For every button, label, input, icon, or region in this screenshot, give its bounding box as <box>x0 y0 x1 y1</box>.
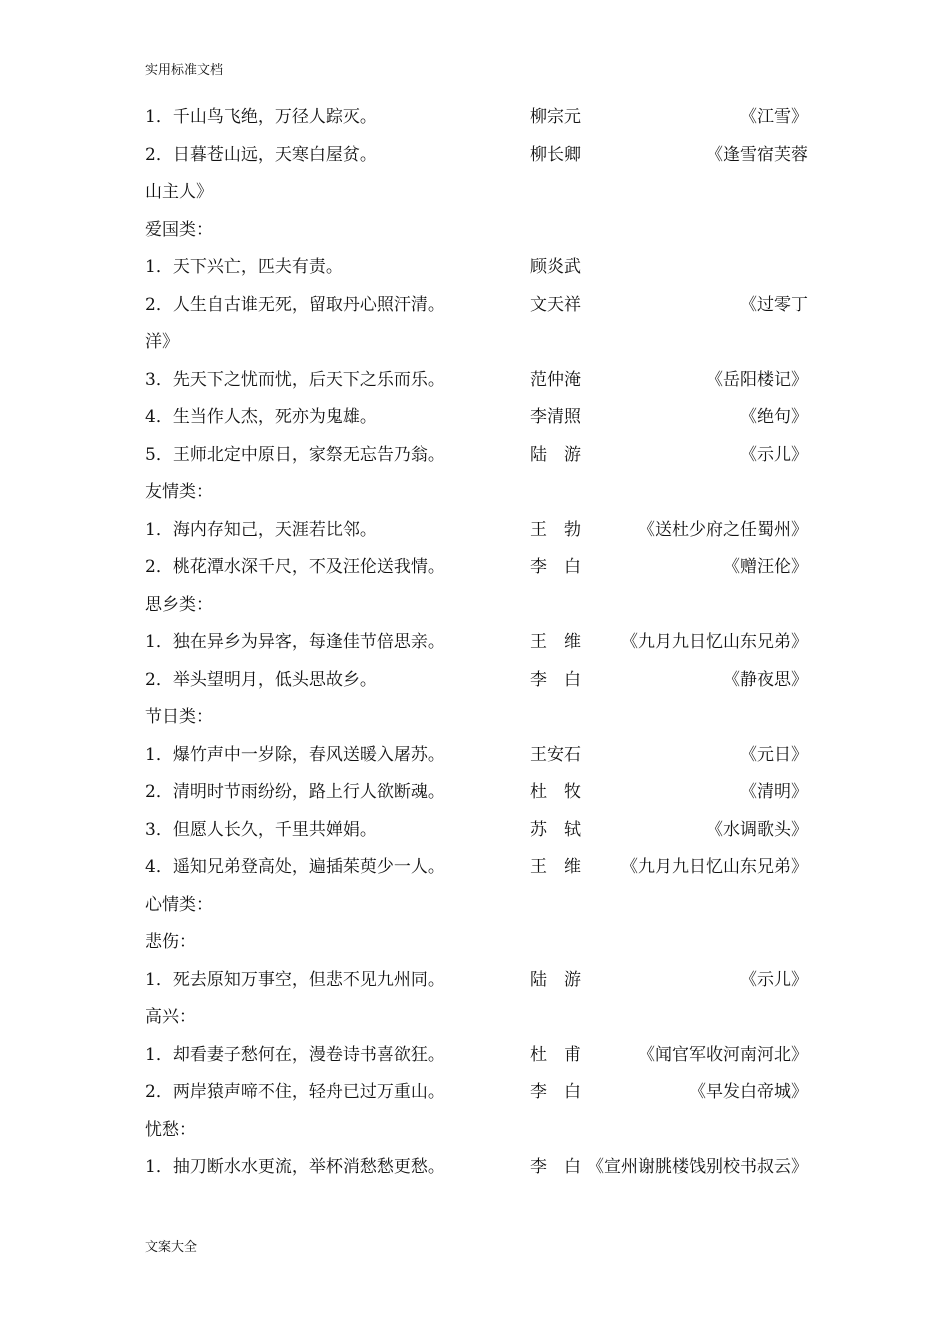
poem-title: 《江雪》 <box>740 107 808 127</box>
verse-text: 4．遥知兄弟登高处，遍插茱萸少一人。 <box>145 857 445 877</box>
author-name: 范仲淹 <box>530 370 581 390</box>
author-name: 王 维 <box>530 857 581 877</box>
poem-title: 《绝句》 <box>740 407 808 427</box>
author-name: 李 白 <box>530 1082 581 1102</box>
author-name: 李 白 <box>530 557 581 577</box>
verse-text: 1．千山鸟飞绝，万径人踪灭。 <box>145 107 377 127</box>
verse-text: 3．但愿人长久，千里共婵娟。 <box>145 820 377 840</box>
verse-text: 1．天下兴亡，匹夫有责。 <box>145 257 343 277</box>
author-name: 王 维 <box>530 632 581 652</box>
text-line: 悲伤： <box>145 932 196 952</box>
text-line: 节日类： <box>145 707 213 727</box>
poem-title: 《宣州谢朓楼饯别校书叔云》 <box>587 1157 808 1177</box>
poem-line <box>145 294 808 316</box>
poem-title: 《九月九日忆山东兄弟》 <box>621 857 808 877</box>
poem-line <box>145 819 808 841</box>
poem-line <box>145 781 808 803</box>
poem-title: 《静夜思》 <box>723 670 808 690</box>
poem-line <box>145 444 808 466</box>
author-name: 杜 牧 <box>530 782 581 802</box>
author-name: 李清照 <box>530 407 581 427</box>
poem-title: 《示儿》 <box>740 970 808 990</box>
author-name: 李 白 <box>530 670 581 690</box>
poem-line <box>145 556 808 578</box>
verse-text: 2．清明时节雨纷纷，路上行人欲断魂。 <box>145 782 445 802</box>
author-name: 顾炎武 <box>530 257 581 277</box>
verse-text: 4．生当作人杰，死亦为鬼雄。 <box>145 407 377 427</box>
poem-line <box>145 144 808 166</box>
verse-text: 2．人生自古谁无死，留取丹心照汗清。 <box>145 295 445 315</box>
author-name: 王 勃 <box>530 520 581 540</box>
poem-title: 《九月九日忆山东兄弟》 <box>621 632 808 652</box>
poem-title: 《逢雪宿芙蓉 <box>706 145 808 165</box>
text-line: 思乡类： <box>145 595 213 615</box>
author-name: 陆 游 <box>530 970 581 990</box>
poem-line <box>145 1044 808 1066</box>
poem-line <box>145 856 808 878</box>
poem-line <box>145 519 808 541</box>
verse-text: 1．独在异乡为异客，每逢佳节倍思亲。 <box>145 632 445 652</box>
verse-text: 1．爆竹声中一岁除，春风送暖入屠苏。 <box>145 745 445 765</box>
poem-line <box>145 744 808 766</box>
verse-text: 1．抽刀断水水更流，举杯消愁愁更愁。 <box>145 1157 445 1177</box>
text-line: 高兴： <box>145 1007 196 1027</box>
poem-line <box>145 1081 808 1103</box>
poem-title: 《早发白帝城》 <box>689 1082 808 1102</box>
poem-line <box>145 1156 808 1178</box>
author-name: 柳长卿 <box>530 145 581 165</box>
text-line: 心情类： <box>145 895 213 915</box>
poem-line <box>145 256 808 278</box>
page-header: 实用标准文档 <box>145 63 224 78</box>
poem-line <box>145 106 808 128</box>
verse-text: 1．海内存知己，天涯若比邻。 <box>145 520 377 540</box>
poem-title: 《岳阳楼记》 <box>706 370 808 390</box>
poem-title: 《示儿》 <box>740 445 808 465</box>
text-line: 洋》 <box>145 332 179 352</box>
text-line: 爱国类： <box>145 220 213 240</box>
verse-text: 2．两岸猿声啼不住，轻舟已过万重山。 <box>145 1082 445 1102</box>
verse-text: 5．王师北定中原日，家祭无忘告乃翁。 <box>145 445 445 465</box>
poem-line <box>145 669 808 691</box>
poem-title: 《赠汪伦》 <box>723 557 808 577</box>
text-line: 忧愁： <box>145 1120 196 1140</box>
poem-title: 《送杜少府之任蜀州》 <box>638 520 808 540</box>
poem-line <box>145 631 808 653</box>
author-name: 李 白 <box>530 1157 581 1177</box>
verse-text: 2．日暮苍山远，天寒白屋贫。 <box>145 145 377 165</box>
poem-title: 《清明》 <box>740 782 808 802</box>
poem-line <box>145 369 808 391</box>
text-line: 友情类： <box>145 482 213 502</box>
verse-text: 1．死去原知万事空，但悲不见九州同。 <box>145 970 445 990</box>
poem-title: 《元日》 <box>740 745 808 765</box>
poem-title: 《过零丁 <box>740 295 808 315</box>
poem-line <box>145 969 808 991</box>
verse-text: 3．先天下之忧而忧，后天下之乐而乐。 <box>145 370 445 390</box>
poem-title: 《闻官军收河南河北》 <box>638 1045 808 1065</box>
poem-line <box>145 406 808 428</box>
verse-text: 1．却看妻子愁何在，漫卷诗书喜欲狂。 <box>145 1045 445 1065</box>
author-name: 陆 游 <box>530 445 581 465</box>
verse-text: 2．桃花潭水深千尺，不及汪伦送我情。 <box>145 557 445 577</box>
author-name: 杜 甫 <box>530 1045 581 1065</box>
page-footer: 文案大全 <box>145 1240 198 1255</box>
author-name: 柳宗元 <box>530 107 581 127</box>
author-name: 苏 轼 <box>530 820 581 840</box>
author-name: 王安石 <box>530 745 581 765</box>
verse-text: 2．举头望明月，低头思故乡。 <box>145 670 377 690</box>
text-line: 山主人》 <box>145 182 213 202</box>
poem-title: 《水调歌头》 <box>706 820 808 840</box>
author-name: 文天祥 <box>530 295 581 315</box>
